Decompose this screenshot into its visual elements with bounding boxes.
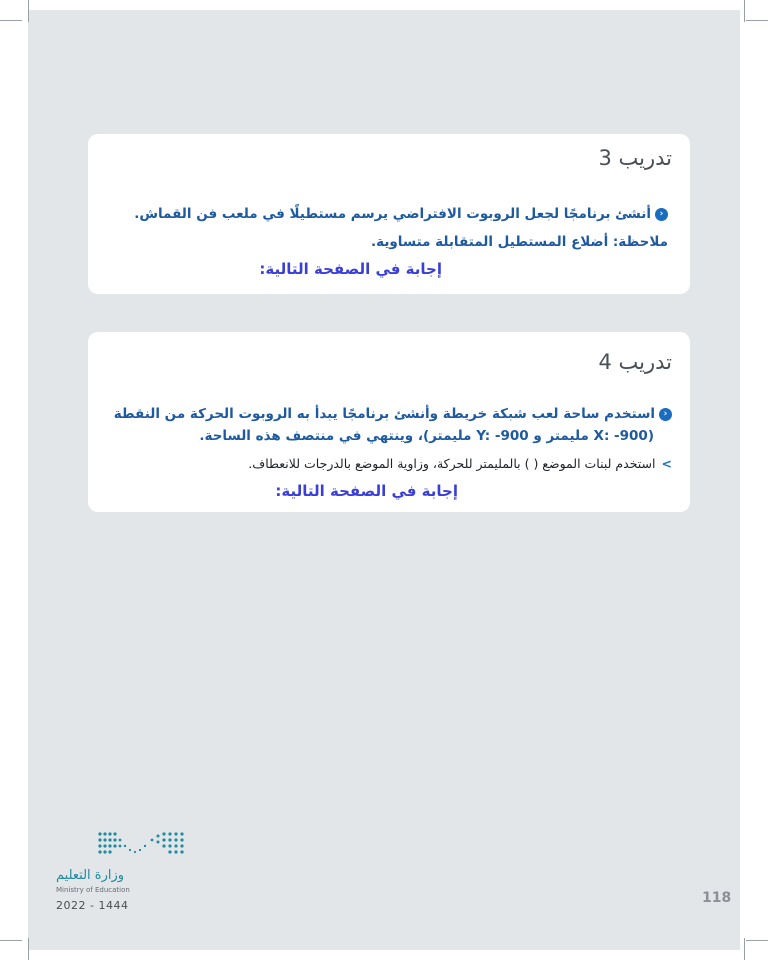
exercise-3-answer: إجابة في الصفحة التالية:	[259, 260, 442, 278]
exercise-4-instruction-1: استخدم ساحة لعب شبكة خريطة وأنشئ برنامجًا يبدأ به الروبوت الحركة من النقطة	[113, 406, 655, 422]
exercise-4-hint-line	[248, 456, 672, 471]
crop-mark	[746, 940, 768, 941]
ministry-name-english: Ministry of Education	[56, 886, 130, 894]
crop-mark	[28, 938, 29, 960]
exercise-4-instruction-line-1	[114, 406, 672, 422]
crop-mark	[746, 20, 768, 21]
chevron-left-icon: >	[661, 456, 672, 471]
ministry-name-arabic: وزارة التعليم	[56, 868, 125, 883]
chevron-circle-icon: ‹	[655, 208, 668, 221]
exercise-4-answer: إجابة في الصفحة التالية:	[275, 482, 458, 500]
exercise-3-card	[88, 134, 690, 294]
exercise-3-note: ملاحظة: أضلاع المستطيل المتقابلة متساوية.	[371, 234, 668, 250]
exercise-3-instruction: أنشئ برنامجًا لجعل الروبوت الافتراضي يرسم مستطيلًا في ملعب فن القماش.	[134, 206, 651, 222]
crop-mark	[744, 938, 745, 960]
page-number: 118	[702, 890, 732, 906]
crop-mark	[0, 940, 22, 941]
crop-mark	[28, 0, 29, 22]
exercise-4-card	[88, 332, 690, 512]
ministry-logo-icon	[96, 828, 186, 862]
edition-year: 2022 - 1444	[56, 899, 129, 912]
crop-mark	[744, 0, 745, 22]
chevron-circle-icon: ‹	[659, 408, 672, 421]
exercise-4-hint: استخدم لبنات الموضع ( ) بالمليمتر للحركة، وزاوية الموضع بالدرجات للانعطاف.	[248, 456, 656, 471]
exercise-3-title: تدريب 3	[598, 146, 672, 170]
crop-mark	[0, 20, 22, 21]
exercise-4-title: تدريب 4	[598, 350, 672, 374]
exercise-4-instruction-2: (X: -900 مليمتر و Y: -900 مليمتر)، وينتهي في منتصف هذه الساحة.	[199, 428, 654, 444]
exercise-3-instruction-line	[134, 206, 668, 222]
